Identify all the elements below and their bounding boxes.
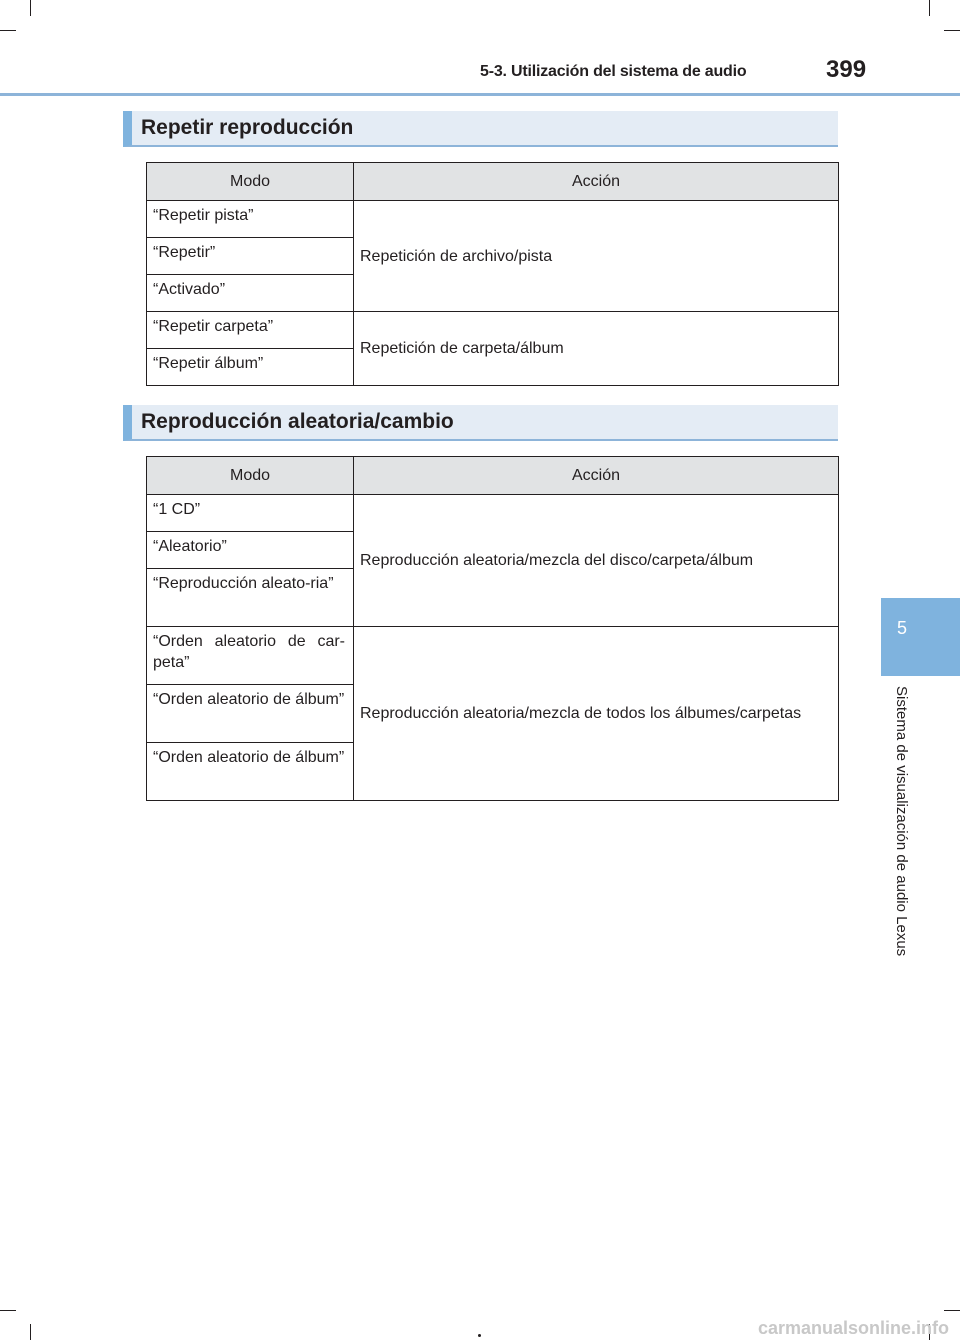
section-title: Repetir reproducción: [141, 116, 354, 139]
mode-cell: “Repetir carpeta”: [147, 312, 354, 349]
section-heading: [123, 405, 838, 441]
table-row: [147, 627, 839, 685]
action-cell: Reproducción aleatoria/mezcla de todos los álbumes/carpetas: [354, 627, 839, 801]
footer-mark: [478, 1334, 481, 1337]
crop-mark: [0, 30, 16, 31]
crop-mark: [944, 30, 960, 31]
mode-cell: “Repetir”: [147, 238, 354, 275]
table-header-row: [147, 163, 839, 201]
repeat-table: [146, 162, 839, 386]
table-row: [147, 312, 839, 349]
chapter-tab: [881, 598, 960, 676]
mode-cell: “Repetir álbum”: [147, 349, 354, 386]
chapter-number: 5: [896, 618, 907, 638]
mode-cell: “Repetir pista”: [147, 201, 354, 238]
table-row: [147, 201, 839, 238]
mode-cell: “1 CD”: [147, 495, 354, 532]
column-header-mode: Modo: [147, 163, 354, 201]
mode-cell: “Reproducción aleato-ria”: [147, 569, 354, 627]
running-header: 5-3. Utilización del sistema de audio: [480, 63, 747, 80]
action-cell: Reproducción aleatoria/mezcla del disco/carpeta/álbum: [354, 495, 839, 627]
section-heading: [123, 111, 838, 147]
crop-mark: [929, 0, 930, 16]
page-number: 399: [826, 56, 867, 83]
crop-mark: [30, 0, 31, 16]
mode-cell: “Aleatorio”: [147, 532, 354, 569]
action-cell: Repetición de carpeta/álbum: [354, 312, 839, 386]
section-title: Reproducción aleatoria/cambio: [141, 410, 454, 433]
table-header-row: [147, 457, 839, 495]
mode-cell: “Orden aleatorio de álbum”: [147, 743, 354, 801]
header-rule: [0, 93, 960, 96]
shuffle-table: [146, 456, 839, 801]
mode-cell: “Orden aleatorio de álbum”: [147, 685, 354, 743]
chapter-title: Sistema de visualización de audio Lexus: [893, 686, 910, 957]
watermark: carmanualsonline.info: [758, 1318, 950, 1338]
crop-mark: [30, 1324, 31, 1340]
column-header-mode: Modo: [147, 457, 354, 495]
column-header-action: Acción: [354, 163, 839, 201]
mode-cell: “Orden aleatorio de car-peta”: [147, 627, 354, 685]
action-cell: Repetición de archivo/pista: [354, 201, 839, 312]
column-header-action: Acción: [354, 457, 839, 495]
crop-mark: [944, 1310, 960, 1311]
table-row: [147, 495, 839, 532]
mode-cell: “Activado”: [147, 275, 354, 312]
crop-mark: [0, 1310, 16, 1311]
